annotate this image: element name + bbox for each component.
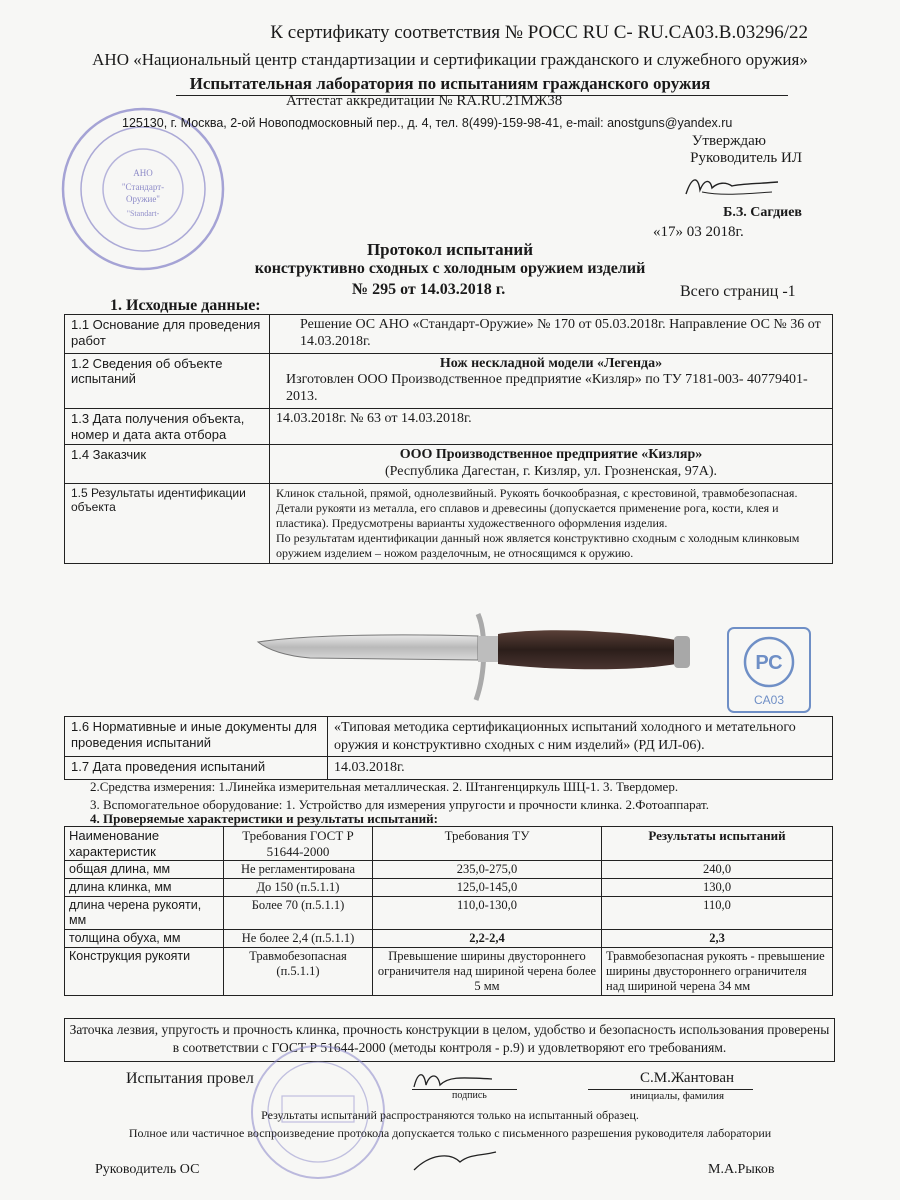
table-cell: 130,0 <box>602 879 833 897</box>
name-caption: инициалы, фамилия <box>630 1090 725 1102</box>
row-value-bold: Нож нескладной модели «Легенда» <box>439 355 663 371</box>
table-cell: Не более 2,4 (п.5.1.1) <box>224 930 373 948</box>
table-cell: 235,0-275,0 <box>373 861 602 879</box>
row-label: 1.2 Сведения об объекте испытаний <box>65 353 270 408</box>
row-value: «Типовая методика сертификационных испытаний холодного и метательного оружия и конструктивно сходных с ним изделий» (РД ИЛ-06). <box>328 717 833 757</box>
table-row <box>65 861 833 879</box>
svg-text:РС: РС <box>755 652 783 674</box>
table-cell: Травмобезопасная (п.5.1.1) <box>224 948 373 996</box>
address: 125130, г. Москва, 2-ой Новоподмосковный пер., д. 4, тел. 8(499)-159-98-41, e-mail: anostguns@yandex.ru <box>122 116 733 130</box>
approval-date: «17» 03 2018г. <box>653 224 744 240</box>
row-value-cell <box>270 483 833 563</box>
row-value-conclusion: По результатам идентификации данный нож является конструктивно сходным с холодным клинковым оружием изделием – ножом разделочным, не относящимся к оружию. <box>276 530 800 560</box>
row-value: 14.03.2018г. № 63 от 14.03.2018г. <box>270 408 833 444</box>
approver-name: Б.З. Сагдиев <box>723 205 802 220</box>
signature-caption: подпись <box>452 1090 487 1101</box>
table-row <box>65 445 833 484</box>
svg-text:"Standart-: "Standart- <box>126 209 160 218</box>
table-row <box>65 483 833 563</box>
protocol-title: Протокол испытаний <box>366 240 534 259</box>
table-row <box>65 353 833 408</box>
mark-code: CA03 <box>753 693 785 707</box>
svg-text:"Стандарт-: "Стандарт- <box>121 182 165 192</box>
row-label: 1.6 Нормативные и иные документы для проведения испытаний <box>65 717 328 757</box>
lab-name: Испытательная лаборатория по испытаниям гражданского оружия <box>189 74 711 93</box>
normative-table <box>64 716 833 780</box>
table-cell: толщина обуха, мм <box>65 930 224 948</box>
row-value: Решение ОС АНО «Стандарт-Оружие» № 170 от 05.03.2018г. Направление ОС № 36 от 14.03.2018г. <box>270 315 833 354</box>
row-label: 1.4 Заказчик <box>65 445 270 484</box>
aux-equipment: 3. Вспомогательное оборудование: 1. Устройство для измерения упругости и прочности клинка. 2.Фотоаппарат. <box>90 797 709 812</box>
table-cell: 2,3 <box>602 930 833 948</box>
row-label: 1.3 Дата получения объекта, номер и дата акта отбора <box>65 408 270 444</box>
table-row <box>65 879 833 897</box>
row-value-cell <box>270 353 833 408</box>
table-cell: До 150 (п.5.1.1) <box>224 879 373 897</box>
protocol-number: № 295 от 14.03.2018 г. <box>352 281 506 298</box>
certificate-ref: К сертификату соответствия № РОСС RU С- RU.CA03.B.03296/22 <box>270 22 808 43</box>
disclaimer: Результаты испытаний распространяются только на испытанный образец. <box>261 1108 639 1122</box>
footer-name: М.А.Рыков <box>708 1162 775 1177</box>
approve-label: Утверждаю <box>691 133 766 149</box>
table-row <box>65 408 833 444</box>
row-label: 1.7 Дата проведения испытаний <box>65 757 328 780</box>
source-data-table <box>64 314 833 564</box>
table-row <box>65 948 833 996</box>
certification-mark-icon <box>726 626 812 714</box>
checked-heading: 4. Проверяемые характеристики и результаты испытаний: <box>90 811 438 826</box>
accreditation: Аттестат аккредитации № RA.RU.21МЖ38 <box>286 93 563 109</box>
column-header: Результаты испытаний <box>602 827 833 861</box>
page-count: Всего страниц -1 <box>680 283 796 300</box>
knife-photo-icon <box>250 612 710 712</box>
tester-name: С.М.Жантован <box>640 1070 735 1086</box>
footer-role: Руководитель ОС <box>95 1162 200 1177</box>
table-row <box>65 757 833 780</box>
table-cell: длина клинка, мм <box>65 879 224 897</box>
table-cell: Конструкция рукояти <box>65 948 224 996</box>
tester-label: Испытания провел <box>126 1070 254 1087</box>
row-value: Клинок стальной, прямой, однолезвийный. Рукоять бочкообразная, с крестовиной, травмобезопасная. Детали рукояти из металла, его сплавов и древесины (допускается применение рога, кости, клея и пластика). Предусмотрены варианты художественного оформления изделия. <box>276 485 798 530</box>
table-cell: 110,0 <box>602 897 833 930</box>
svg-text:Оружие": Оружие" <box>126 194 160 204</box>
table-cell: длина черена рукояти, мм <box>65 897 224 930</box>
table-cell: 2,2-2,4 <box>373 930 602 948</box>
table-header-row <box>65 827 833 861</box>
row-value: (Республика Дагестан, г. Кизляр, ул. Грозненская, 97А). <box>385 463 717 479</box>
table-cell: Более 70 (п.5.1.1) <box>224 897 373 930</box>
row-label: 1.5 Результаты идентификации объекта <box>65 483 270 563</box>
row-value-cell <box>270 445 833 484</box>
table-row <box>65 930 833 948</box>
table-cell: Травмобезопасная рукоять - превышение ширины двустороннего ограничителя над шириной черена 34 мм <box>602 948 833 996</box>
results-table <box>64 826 833 996</box>
column-header: Наименование характеристик <box>65 827 224 861</box>
signature-icon <box>410 1148 500 1174</box>
row-value: Изготовлен ООО Производственное предприятие «Кизляр» по ТУ 7181-003- 40779401-2013. <box>286 372 808 405</box>
table-row <box>65 315 833 354</box>
svg-text:АНО: АНО <box>133 168 153 178</box>
table-cell: 240,0 <box>602 861 833 879</box>
approve-role: Руководитель ИЛ <box>690 150 802 166</box>
disclaimer: Полное или частичное воспроизведение протокола допускается только с письменного разрешения руководителя лаборатории <box>128 1126 772 1140</box>
conformance-note: Заточка лезвия, упругость и прочность клинка, прочность конструкции в целом, удобство и безопасность использования проверены в соответствии с ГОСТ Р 51644-2000 (методы контроля - р.9) и удовлетворяют его требованиям. <box>64 1018 835 1062</box>
measuring-tools: 2.Средства измерения: 1.Линейка измерительная металлическая. 2. Штангенциркуль ШЦ-1. 3. Твердомер. <box>90 779 679 794</box>
row-value-bold: ООО Производственное предприятие «Кизляр» <box>399 447 703 463</box>
row-label: 1.1 Основание для проведения работ <box>65 315 270 354</box>
table-cell: общая длина, мм <box>65 861 224 879</box>
protocol-subtitle: конструктивно сходных с холодным оружием изделий <box>254 260 646 277</box>
section-heading: 1. Исходные данные: <box>110 297 261 314</box>
column-header: Требования ГОСТ Р 51644-2000 <box>224 827 373 861</box>
organization-name: АНО «Национальный центр стандартизации и сертификации гражданского и служебного оружия» <box>92 50 808 69</box>
signature-icon <box>682 172 782 200</box>
table-row <box>65 897 833 930</box>
table-cell: Не регламентирована <box>224 861 373 879</box>
table-cell: 110,0-130,0 <box>373 897 602 930</box>
column-header: Требования ТУ <box>373 827 602 861</box>
table-row <box>65 717 833 757</box>
row-value: 14.03.2018г. <box>328 757 833 780</box>
table-cell: Превышение ширины двустороннего ограничителя над шириной черена более 5 мм <box>373 948 602 996</box>
table-cell: 125,0-145,0 <box>373 879 602 897</box>
signature-icon <box>408 1067 498 1091</box>
